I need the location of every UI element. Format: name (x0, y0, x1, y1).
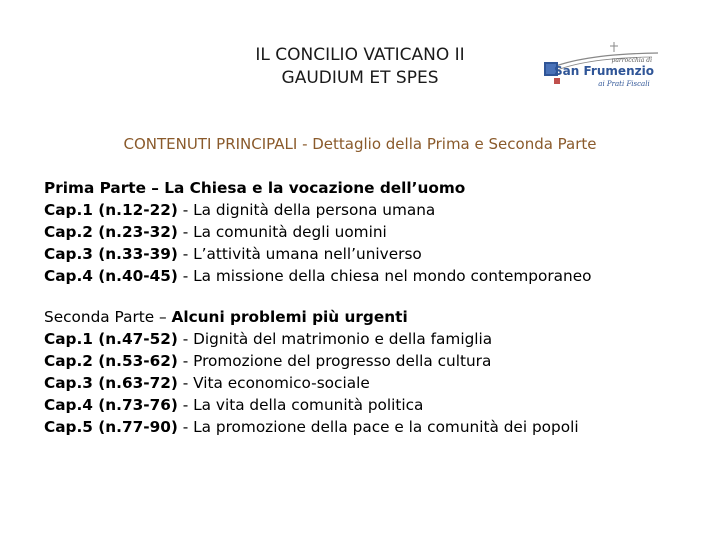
prima-parte-heading: Prima Parte – La Chiesa e la vocazione dell’uomo (44, 179, 466, 197)
seconda-parte-section (44, 306, 579, 438)
chapter-ref: Cap.5 (n.77-90) (44, 418, 178, 436)
logo-small-text: parrocchia di (611, 57, 652, 64)
chapter-line (44, 328, 579, 350)
chapter-line (44, 243, 591, 265)
chapter-line (44, 265, 591, 287)
chapter-line (44, 416, 579, 438)
page-title (180, 44, 540, 90)
logo-accent-mark (554, 78, 560, 84)
chapter-ref: Cap.4 (n.40-45) (44, 267, 178, 285)
chapter-line (44, 350, 579, 372)
chapter-line (44, 372, 579, 394)
chapter-text: - La dignità della persona umana (177, 201, 436, 219)
chapter-line (44, 221, 591, 243)
chapter-text: - La vita della comunità politica (177, 396, 424, 414)
chapter-line (44, 199, 591, 221)
chapter-ref: Cap.2 (n.23-32) (44, 223, 178, 241)
section-subtitle: CONTENUTI PRINCIPALI - Dettaglio della Prima e Seconda Parte (123, 135, 597, 153)
seconda-parte-heading-bold: Alcuni problemi più urgenti (171, 308, 408, 326)
parish-logo (540, 40, 666, 94)
chapter-text: - L’attività umana nell’universo (177, 245, 422, 263)
chapter-text: - La promozione della pace e la comunità dei popoli (177, 418, 579, 436)
title-line-1: IL CONCILIO VATICANO II (255, 45, 465, 65)
chapter-ref: Cap.1 (n.12-22) (44, 201, 178, 219)
logo-tagline: ai Prati Fiscali (598, 80, 650, 88)
chapter-line (44, 394, 579, 416)
chapter-ref: Cap.1 (n.47-52) (44, 330, 178, 348)
title-line-2: GAUDIUM ET SPES (281, 68, 439, 88)
chapter-ref: Cap.2 (n.53-62) (44, 352, 178, 370)
chapter-text: - La missione della chiesa nel mondo contemporaneo (177, 267, 592, 285)
chapter-text: - Dignità del matrimonio e della famiglia (177, 330, 493, 348)
logo-name: San Frumenzio (554, 64, 654, 78)
seconda-parte-heading (44, 306, 579, 328)
chapter-ref: Cap.3 (n.63-72) (44, 374, 178, 392)
chapter-ref: Cap.4 (n.73-76) (44, 396, 178, 414)
prima-parte-section (44, 177, 591, 287)
chapter-text: - Promozione del progresso della cultura (177, 352, 492, 370)
chapter-ref: Cap.3 (n.33-39) (44, 245, 178, 263)
chapter-text: - Vita economico-sociale (177, 374, 370, 392)
chapter-text: - La comunità degli uomini (177, 223, 387, 241)
seconda-parte-heading-lead: Seconda Parte – (44, 308, 172, 326)
